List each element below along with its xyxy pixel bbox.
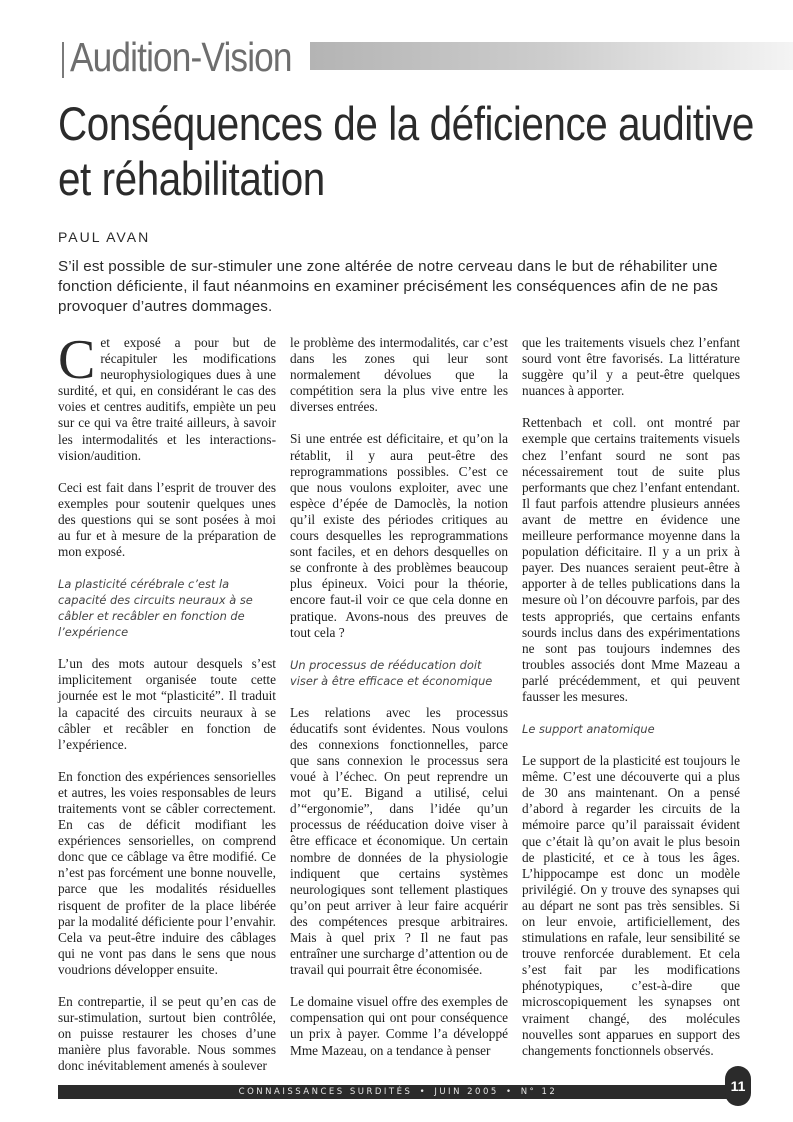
- page-number: 11: [725, 1066, 751, 1106]
- journal-name: CONNAISSANCES SURDITÉS: [238, 1087, 413, 1097]
- author-name: PAUL AVAN: [58, 229, 151, 245]
- section-title: Audition-Vision: [70, 34, 292, 80]
- paragraph: Le support de la plasticité est toujours le même. C’est une découverte qui a plus de 30 ans maintenant. On a pensé d’abord à regarder les circuits de la mémoire parce qu’il paraissait évident que c’était là qu’on avait le plus besoin de plasticité, et ce à tous les âges. L’hippocampe est donc un modèle privilégié. On y trouve des synapses qui au départ ne sont pas très sensibles. Si on leur envoie, artificiellement, des stimulations en rafale, leur sensibilité se trouve renforcée durablement. Et cela s’est fait par les modifications phénotypiques, c’est-à-dire que microscopiquement les synapses ont vraiment changé, des molécules nouvelles sont apparues en support des changements fonctionnels observés.: [522, 753, 740, 1058]
- drop-cap: C: [58, 329, 96, 391]
- footer-text: [58, 1085, 738, 1099]
- subheading-reeducation: Un processus de rééducation doit viser à être efficace et économique: [290, 657, 493, 688]
- column-3: [522, 335, 740, 1059]
- column-1: [58, 329, 276, 1074]
- footer-bar: [58, 1085, 738, 1099]
- paragraph: Rettenbach et coll. ont montré par exemple que certains traitements visuels chez l’enfant sourd ne sont pas nécessairement tout de suite plus performants que chez l’enfant entendant. Il faut parfois attendre plusieurs années avant de mettre en évidence une meilleure performance moyenne dans la population déficitaire. Il y a un prix à payer. Des nuances seraient peut-être à apporter à de telles publications dans la mesure où l’on découvre parfois, par des tests appropriés, que certains enfants sourds inclus dans des expérimentations ne sont pas toujours indemnes des troubles associés dont Mme Mazeau a parlé précédemment, et qui peuvent fausser les mesures.: [522, 415, 740, 704]
- column-2: [290, 335, 508, 1059]
- intro-paragraph: [58, 329, 276, 464]
- subheading-plasticite: La plasticité cérébrale c’est la capacité des circuits neuraux à se câbler et recâbler en fonction de l’expérience: [58, 577, 253, 640]
- footer-separator: •: [505, 1087, 514, 1097]
- paragraph: Ceci est fait dans l’esprit de trouver des exemples pour soutenir quelques unes des questions qui se sont posées à moi au fur et à mesure de la préparation de mon exposé.: [58, 479, 276, 560]
- paragraph: que les traitements visuels chez l’enfant sourd vont être favorisés. La littérature suggère qu’il y a peut-être quelques nuances à apporter.: [522, 335, 740, 399]
- issue-number: N° 12: [520, 1087, 558, 1097]
- paragraph: le problème des intermodalités, car c’est dans les zones qui leur sont normalement dévolues que la compétition sera la plus vive entre les diverses entrées.: [290, 335, 508, 415]
- paragraph: Si une entrée est déficitaire, et qu’on la rétablit, il y aura peut-être des reprogrammations possibles. C’est ce que nous voulons exploiter, avec une espèce d’épée de Damoclès, la notion qu’il existe des périodes critiques au cours desquelles les reprogrammations sont faciles, et en dehors desquelles on se confronte à des problèmes beaucoup plus épineux. Voici pour la théorie, encore faut-il voir ce que cela donne en pratique. Avons-nous des preuves de tout cela ?: [290, 431, 508, 640]
- paragraph: En contrepartie, il se peut qu’en cas de sur-stimulation, surtout bien contrôlée, on puisse restaurer les choses d’une manière plus favorable. Nous sommes donc inévitablement amenés à soulever: [58, 994, 276, 1074]
- issue-date: JUIN 2005: [434, 1087, 499, 1097]
- paragraph: Le domaine visuel offre des exemples de compensation qui ont pour conséquence un prix à payer. Comme l’a développé Mme Mazeau, on a tendance à penser: [290, 994, 508, 1058]
- article-lede: S’il est possible de sur-stimuler une zone altérée de notre cerveau dans le but de réhabiliter une fonction déficiente, il faut néanmoins en examiner précisément les conséquences afin de ne pas provoquer d’autres dommages.: [58, 258, 718, 315]
- paragraph: En fonction des expériences sensorielles et autres, les voies responsables de leurs traitements vont se câbler correctement. En cas de déficit modifiant les expériences sensorielles, on comprend donc que ce câblage va être modifié. Ce n’est pas forcément une bonne nouvelle, parce que les modalités résiduelles risquent de profiter de la place libérée par la modalité déficiente pour l’envahir. Cela va peut-être induire des câblages qui ne vont pas dans le sens que nous voudrions développer ensuite.: [58, 768, 276, 977]
- section-tick-divider: [62, 42, 64, 78]
- section-header: [62, 34, 793, 82]
- intro-text: et exposé a pour but de récapituler les modifications neurophysiologiques dues à une surdité, et qui, en considérant le cas des voies et centres auditifs, empiète un peu sur ce qui va être traité ailleurs, à savoir les intermodalités et les interactions-vision/audition.: [58, 335, 276, 463]
- article-title: Conséquences de la déficience auditive et réhabilitation: [58, 97, 754, 205]
- subheading-support-anatomique: Le support anatomique: [522, 722, 655, 737]
- paragraph: L’un des mots autour desquels s’est implicitement organisée toute cette journée est le mot “plasticité”. Il traduit la capacité des circuits neuraux à se câbler et recâbler en fonction de l’expérience.: [58, 656, 276, 752]
- section-gradient-band: [310, 42, 793, 70]
- paragraph: Les relations avec les processus éducatifs sont évidentes. Nous voulons des connexions fonctionnelles, parce que sans connexion le processus sera voué à l’échec. On peut reprendre un mot qu’E. Bigand a utilisé, celui d’“ergonomie”, dans l’idée qu’un processus de rééducation doive viser à être efficace et économique. Un certain nombre de données de la physiologie indiquent que certains systèmes neurologiques sont tellement plastiques qu’on peut arriver à leur faire acquérir des compétences presque arbitraires. Mais à quel prix ? Il ne faut pas entraîner une surcharge d’attention ou de travail qui pourrait être économisée.: [290, 704, 508, 978]
- footer-separator: •: [419, 1087, 428, 1097]
